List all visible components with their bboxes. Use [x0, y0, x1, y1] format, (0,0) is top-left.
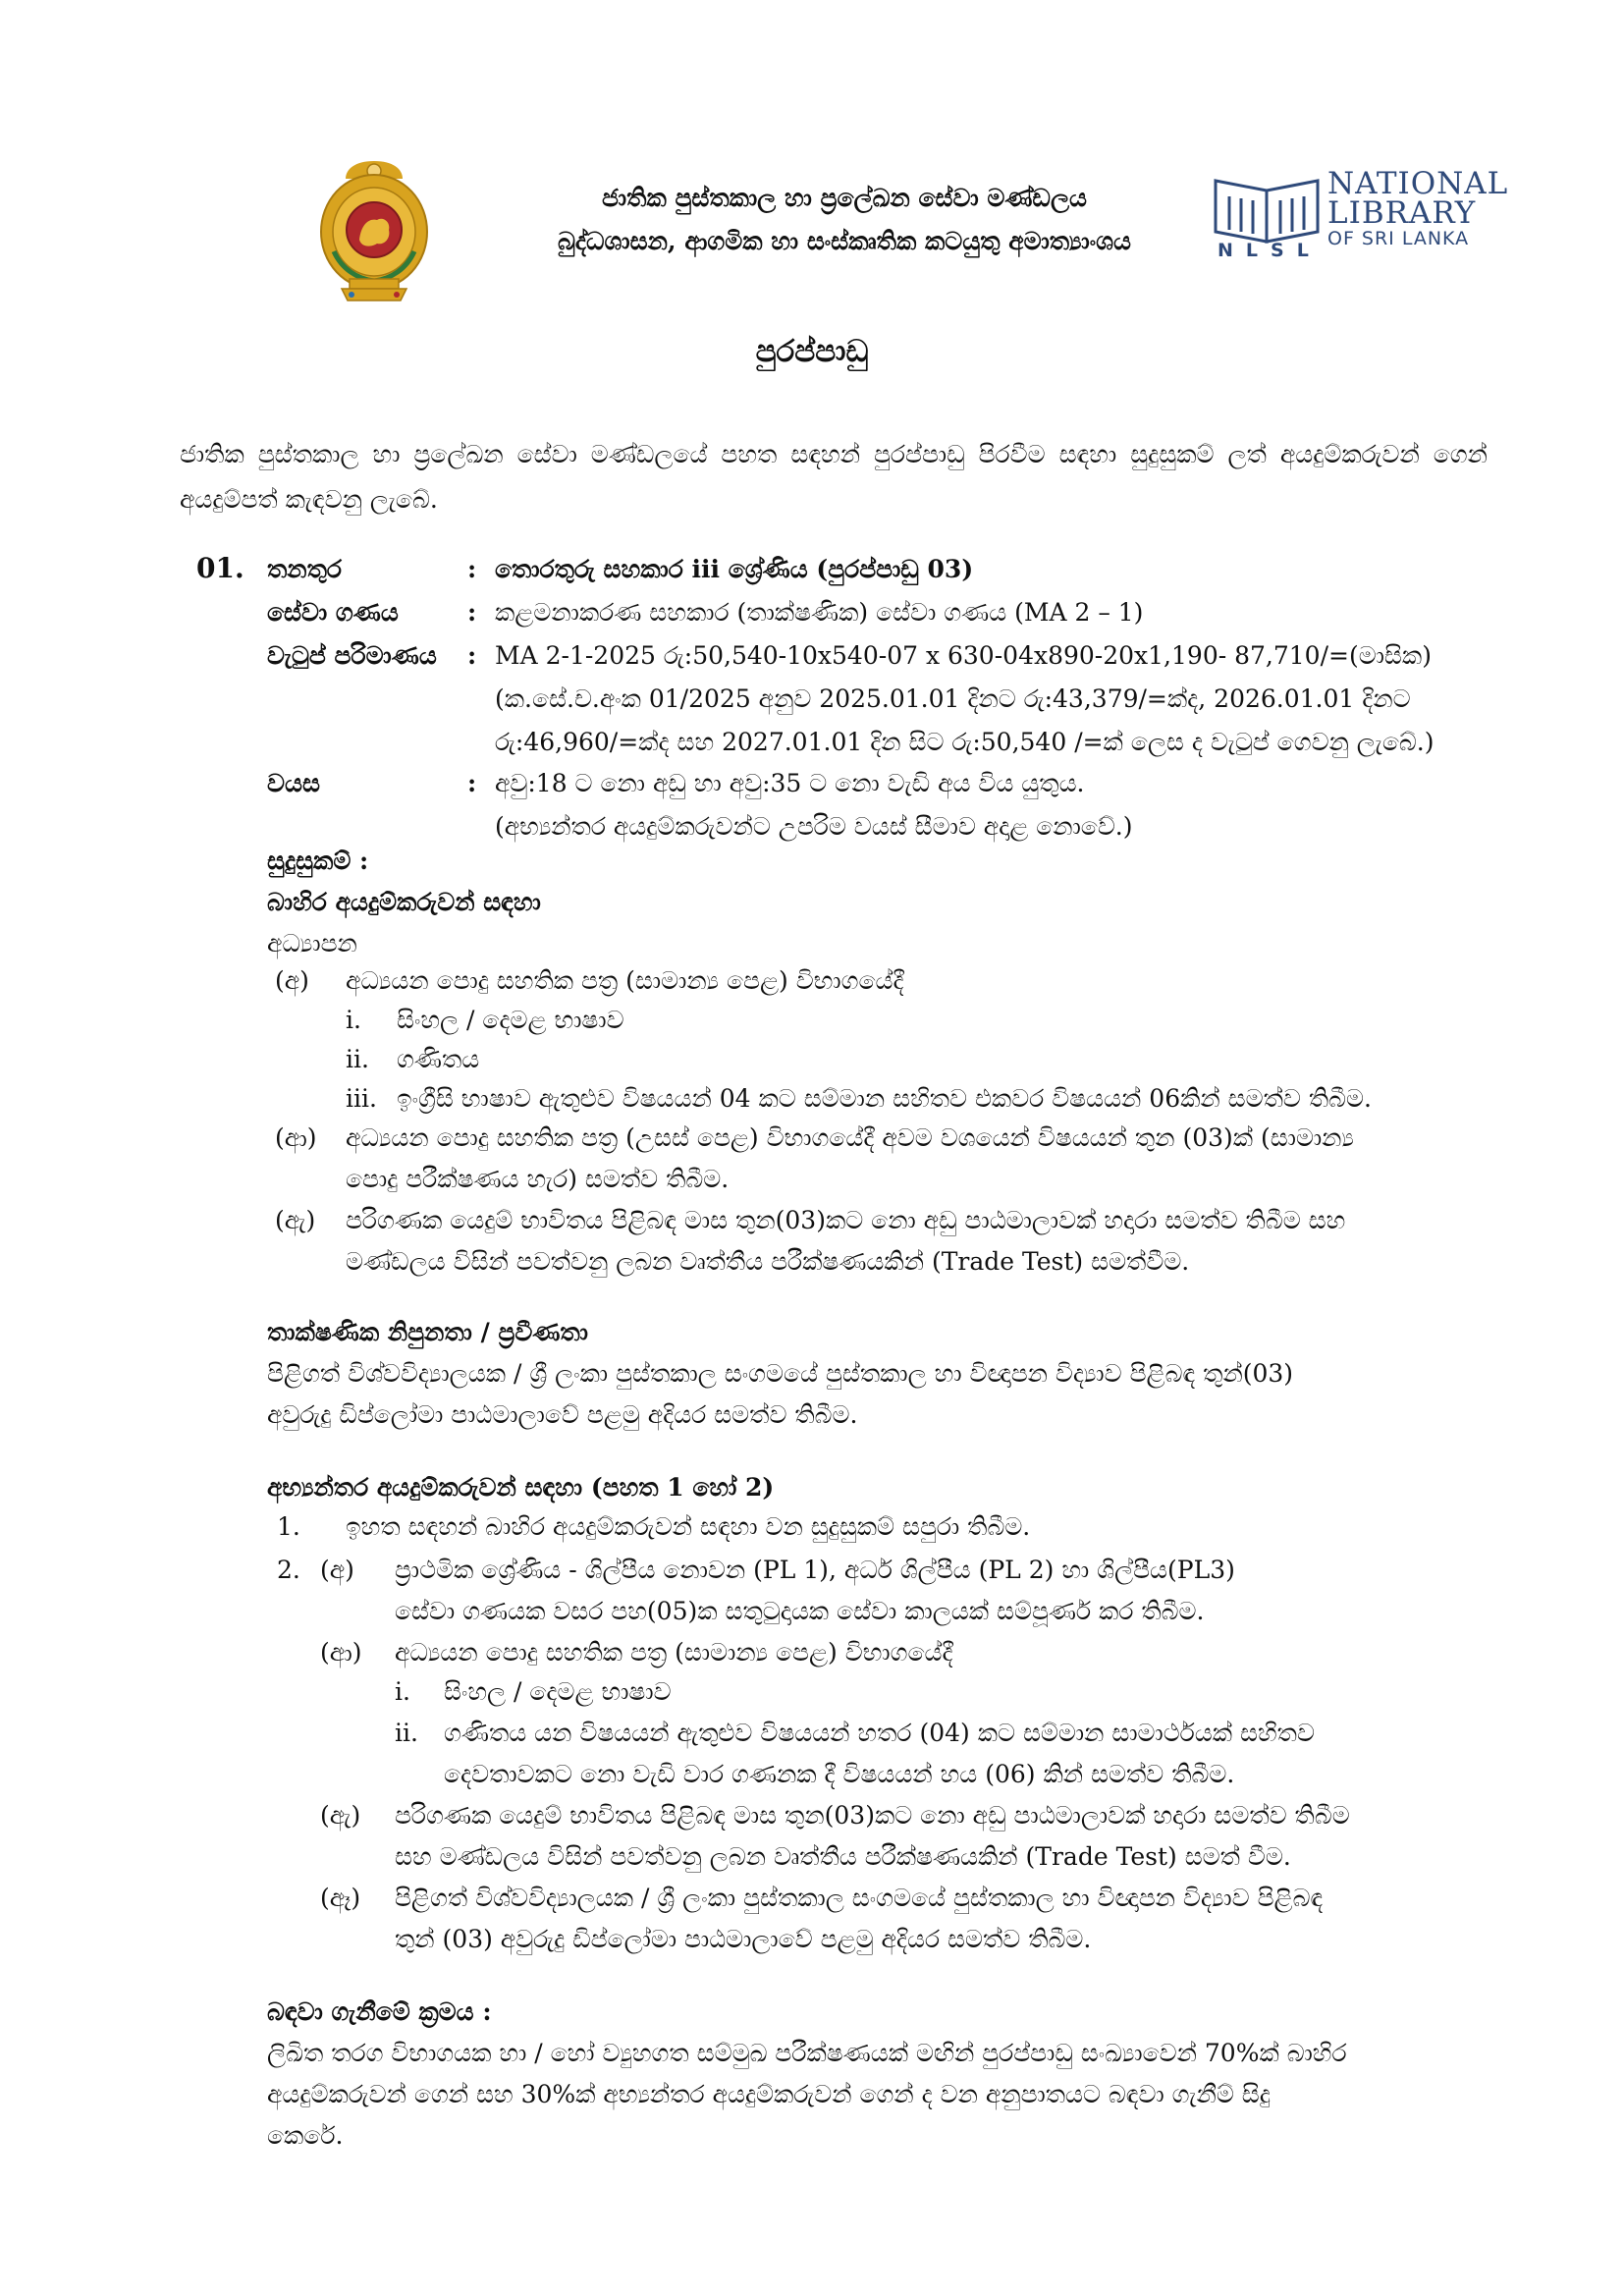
post-label: තනතුර [267, 555, 343, 583]
list-marker: i. [395, 1677, 410, 1706]
list-marker: (ආ) [275, 1123, 317, 1152]
field-colon: : [467, 555, 477, 583]
subject-english-passes: ඉංග්‍රීසි භාෂාව ඇතුළුව විෂයයන් 04 කට සම්මාන සහිතව එකවර විෂයයන් 06කින් සමත්ව තිබීම. [397, 1084, 1372, 1113]
field-colon: : [467, 769, 477, 797]
internal-requirement-1: ඉහත සඳහන් බාහිර අයදුම්කරුවන් සඳහා වන සුදුසුකම් සපුරා තිබීම. [346, 1512, 1031, 1541]
al-exam-requirement: අධ්‍යයන පොදු සහතික පත්‍ර (උසස් පෙළ) විභාගයේදී අවම වශයෙන් විෂයයන් තුන (03)ක් (සාමාන්‍ය [346, 1123, 1354, 1152]
al-exam-requirement: පොදු පරීක්ෂණය හැර) සමත්ව තිබීම. [346, 1165, 730, 1193]
internal-diploma-requirement: තුන් (03) අවුරුදු ඩිප්ලෝමා පාඨමාලාවේ පළමු අදියර සමත්ව තිබීම. [395, 1925, 1092, 1953]
subject-mathematics-passes: දෙවතාවකට නො වැඩි වාර ගණනක දී විෂයයන් හය (06) කින් සමත්ව තිබීම. [444, 1760, 1235, 1788]
primary-grade-service: ප්‍රාථමික ශ්‍රේණිය - ශිල්පීය නොවන (PL 1), අර්ධ ශිල්පීය (PL 2) හා ශිල්පීය(PL3) [395, 1556, 1235, 1584]
list-marker: 2. [277, 1556, 300, 1584]
age-value [495, 764, 1487, 847]
list-marker: 1. [277, 1512, 300, 1541]
field-colon: : [467, 598, 477, 627]
logo-abbreviation: NLSL [1218, 240, 1322, 261]
internal-ol-requirement: අධ්‍යයන පොදු සහතික පත්‍ර (සාමාන්‍ය පෙළ) විභාගයේදී [395, 1638, 953, 1667]
recruitment-method-text: ලිඛිත තරග විභාගයක හා / හෝ ව්‍යුහගත සම්මුඛ පරීක්ෂණයක් මඟින් පුරප්පාඩු සංඛ්‍යාවෙන් 70%ක් බාහිර [267, 2039, 1347, 2067]
age-line: අවු:18 ට නො අඩු හා අවු:35 ට නො වැඩි අය විය යුතුය. [495, 769, 1085, 797]
subject-mathematics: ගණිතය [397, 1045, 480, 1073]
logo-word-library: LIBRARY [1327, 195, 1477, 231]
computer-course-requirement: පරිගණක යෙදුම් භාවිතය පිළිබඳ මාස තුන(03)කට නො අඩු පාඨමාලාවක් හදාරා සමත්ව තිබීම සහ [346, 1206, 1346, 1234]
subject-mathematics-passes: ගණිතය යන විෂයයන් ඇතුළුව විෂයයන් හතර (04) කට සම්මාන සාමාර්ථයක් සහිතව [444, 1719, 1315, 1747]
salary-line: රු:46,960/=ක්ද සහ 2027.01.01 දින සිට රු:50,540 /=ක් ලෙස ද වැටුප් ගෙවනු ලැබේ.) [495, 728, 1435, 756]
salary-line: MA 2-1-2025 රු:50,540-10x540-07 x 630-04x890-20x1,190- 87,710/=(මාසික) [495, 641, 1432, 670]
ol-exam-requirement: අධ්‍යයන පොදු සහතික පත්‍ර (සාමාන්‍ය පෙළ) විභාගයේදී [346, 966, 904, 995]
list-marker: ii. [395, 1719, 418, 1747]
national-library-wordmark [1327, 166, 1509, 249]
salary-label: වැටුප් පරිමාණය [267, 641, 437, 670]
salary-line: (ක.සේ.ච.අංක 01/2025 අනුව 2025.01.01 දිනට රු:43,379/=ක්ද, 2026.01.01 දිනට [495, 684, 1411, 713]
intro-paragraph: ජාතික පුස්තකාල හා ප්‍රලේඛන සේවා මණ්ඩලයේ පහත සඳහන් පුරප්පාඩු පිරවීම සඳහා සුදුසුකම් ලත් අයදුම්කරුවන් ගෙන් අයදුම්පත් කැඳවනු ලැබේ. [180, 440, 1488, 514]
post-value: තොරතුරු සහකාර iii ශ්‍රේණිය (පුරප්පාඩු 03) [495, 555, 974, 583]
sri-lanka-emblem [312, 157, 436, 302]
internal-computer-course: සහ මණ්ඩලය විසින් පවත්වනු ලබන වෘත්තීය පරීක්ෂණයකින් (Trade Test) සමත් වීම. [395, 1842, 1291, 1871]
internal-computer-course: පරිගණක යෙදුම් භාවිතය පිළිබඳ මාස තුන(03)කට නො අඩු පාඨමාලාවක් හදාරා සමත්ව තිබීම [395, 1801, 1350, 1830]
logo-word-national: NATIONAL [1327, 166, 1509, 201]
external-applicants-heading: බාහිර අයදුම්කරුවන් සඳහා [267, 888, 541, 916]
list-marker: (ඇ) [275, 1206, 316, 1234]
logo-word-of-sri-lanka: OF SRI LANKA [1327, 228, 1470, 249]
service-value: කළමනාකරණ සහකාර (තාක්ෂණික) සේවා ගණය (MA 2 – 1) [495, 598, 1144, 627]
age-label: වයස [267, 769, 320, 797]
recruitment-method-heading: බඳවා ගැනීමේ ක්‍රමය : [267, 1997, 492, 2026]
list-marker: (ඈ) [320, 1884, 361, 1912]
recruitment-method-text: අයදුම්කරුවන් ගෙන් සහ 30%ක් අභ්‍යන්තර අයදුම්කරුවන් ගෙන් ද වන අනුපාතයට බඳවා ගැනීම් සිදු [267, 2080, 1271, 2108]
list-marker: i. [346, 1006, 361, 1034]
list-marker: (අ) [320, 1556, 354, 1584]
primary-grade-service: සේවා ගණයක වසර පහ(05)ක සතුටුදායක සේවා කාලයක් සම්පූර්ණ කර තිබීම. [395, 1597, 1205, 1625]
subject-sinhala-tamil: සිංහල / දෙමළ භාෂාව [444, 1677, 672, 1706]
document-title: පුරප්පාඩු [755, 334, 869, 369]
item-number: 01. [196, 552, 244, 584]
recruitment-method-text: කෙරේ. [267, 2121, 344, 2150]
service-label: සේවා ගණය [267, 598, 399, 627]
internal-diploma-requirement: පිළිගත් විශ්වවිද්‍යාලයක / ශ්‍රී ලංකා පුස්තකාල සංගමයේ පුස්තකාල හා විඥාපන විද්‍යාව පිළිබඳ [395, 1884, 1324, 1912]
technical-proficiency-heading: තාක්ෂණික නිපුනතා / ප්‍රවීණතා [267, 1318, 588, 1346]
subject-sinhala-tamil: සිංහල / දෙමළ භාෂාව [397, 1006, 624, 1034]
salary-value [495, 636, 1487, 762]
list-marker: (ආ) [320, 1638, 362, 1667]
age-line: (අභ්‍යන්තර අයදුම්කරුවන්ට උපරිම වයස් සීමාව අදාළ නොවේ.) [495, 812, 1133, 841]
internal-applicants-heading: අභ්‍යන්තර අයදුම්කරුවන් සඳහා (පහත 1 හෝ 2) [267, 1473, 775, 1502]
technical-proficiency-text: අවුරුදු ඩිප්ලෝමා පාඨමාලාවේ පළමු අදියර සමත්ව තිබීම. [267, 1400, 858, 1429]
list-marker: (ඇ) [320, 1801, 361, 1830]
ministry-name: බුද්ධශාසන, ආගමික හා සංස්කෘතික කටයුතු අමාත්‍යාංශය [558, 227, 1131, 255]
computer-course-requirement: මණ්ඩලය විසින් පවත්වනු ලබන වෘත්තීය පරීක්ෂණයකින් (Trade Test) සමත්වීම. [346, 1247, 1190, 1276]
education-heading: අධ්‍යාපන [267, 929, 357, 957]
organisation-name: ජාතික පුස්තකාල හා ප්‍රලේඛන සේවා මණ්ඩලය [602, 184, 1087, 212]
field-colon: : [467, 641, 477, 670]
technical-proficiency-text: පිළිගත් විශ්වවිද්‍යාලයක / ශ්‍රී ලංකා පුස්තකාල සංගමයේ පුස්තකාල හා විඥාපන විද්‍යාව පිළිබඳ තුන්(03) [267, 1359, 1294, 1388]
organisation-header [511, 177, 1178, 263]
qualifications-heading: සුදුසුකම් : [267, 847, 369, 875]
list-marker: iii. [346, 1084, 377, 1113]
list-marker: ii. [346, 1045, 369, 1073]
list-marker: (අ) [275, 966, 309, 995]
